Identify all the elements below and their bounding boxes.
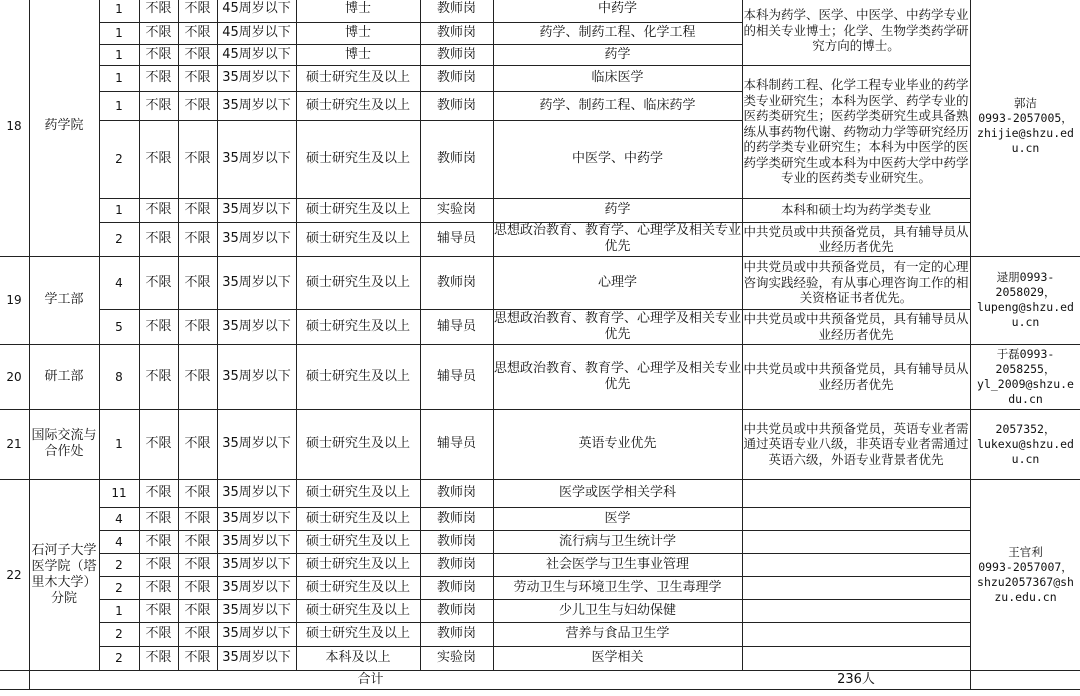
position-post: 辅导员: [436, 231, 476, 246]
grid-line: [178, 0, 179, 671]
grid-line: [99, 530, 743, 531]
position-count: 2: [115, 580, 123, 595]
position-p1: 不限: [145, 626, 172, 641]
position-post: 教师岗: [436, 510, 476, 526]
position-count: 1: [115, 98, 123, 113]
position-p1: 不限: [145, 485, 172, 500]
position-major: 劳动卫生与环境卫生学、卫生毒理学: [513, 579, 722, 595]
position-major: 临床医学: [591, 70, 644, 85]
position-post: 教师岗: [436, 46, 476, 62]
contact-info: 郭洁 0993-2057005， zhijie@shzu.ed u.cn: [977, 96, 1074, 155]
position-edu: 硕士研究生及以上: [305, 151, 410, 166]
requirement-note: 中共党员或中共预备党员，具有辅导员从业经历者优先: [743, 311, 969, 342]
position-p1: 不限: [145, 1, 172, 16]
requirement-note: 本科为药学、医学、中医学、中药学专业的相关专业博士；化学、生物学类药学研究方向的博士。: [743, 7, 969, 54]
section-number: 20: [6, 369, 22, 384]
grid-line: [742, 576, 971, 577]
position-p1: 不限: [145, 556, 172, 572]
position-p1: 不限: [145, 151, 172, 166]
total-label: 合计: [357, 671, 384, 687]
position-age: 35周岁以下: [222, 151, 291, 166]
position-count: 1: [115, 603, 123, 618]
position-edu: 硕士研究生及以上: [305, 533, 410, 549]
position-count: 8: [115, 369, 123, 384]
grid-line: [99, 22, 743, 23]
grid-line: [0, 670, 1080, 671]
grid-line: [139, 0, 140, 671]
position-post: 辅导员: [436, 318, 476, 334]
position-age: 35周岁以下: [222, 231, 291, 246]
position-p2: 不限: [184, 579, 211, 595]
position-count: 1: [115, 47, 123, 62]
position-age: 35周岁以下: [222, 436, 291, 451]
grid-line: [99, 553, 743, 554]
empty-note-cell: [742, 479, 970, 507]
position-p2: 不限: [184, 626, 211, 641]
position-age: 45周岁以下: [222, 1, 291, 16]
grid-line: [0, 409, 1080, 410]
grid-line: [0, 344, 1080, 345]
position-major: 药学: [604, 46, 631, 62]
position-p1: 不限: [145, 510, 172, 526]
grid-line: [99, 576, 743, 577]
position-p1: 不限: [145, 579, 172, 595]
position-edu: 硕士研究生及以上: [305, 70, 410, 85]
grid-line: [217, 0, 218, 671]
position-count: 2: [115, 152, 123, 166]
grid-line: [29, 0, 30, 690]
position-p2: 不限: [184, 1, 211, 16]
grid-line: [99, 599, 743, 600]
requirement-note: 本科和硕士均为药学类专业: [780, 202, 931, 218]
position-count: 4: [115, 534, 123, 549]
section-number: 22: [6, 567, 22, 582]
department-name: 石河子大学医学院（塔里木大学）分院: [31, 542, 97, 606]
department-name: 药学院: [44, 118, 84, 133]
requirement-note: 中共党员或中共预备党员，具有辅导员从业经历者优先: [743, 223, 969, 254]
grid-line: [99, 507, 743, 508]
position-major: 营养与食品卫生学: [565, 626, 670, 641]
position-post: 教师岗: [436, 97, 476, 113]
position-p2: 不限: [184, 202, 211, 217]
position-p1: 不限: [145, 436, 172, 451]
grid-line: [742, 65, 971, 66]
position-age: 35周岁以下: [222, 97, 291, 113]
contact-info: 于磊0993- 2058255， yl_2009@shzu.e du.cn: [977, 346, 1074, 406]
position-post: 辅导员: [436, 436, 476, 451]
position-count: 2: [115, 651, 123, 665]
empty-note-cell: [742, 530, 970, 553]
position-major: 英语专业优先: [578, 436, 657, 451]
position-p2: 不限: [184, 46, 211, 62]
grid-line: [493, 0, 494, 671]
grid-line: [742, 530, 971, 531]
position-edu: 博士: [344, 25, 371, 40]
position-p2: 不限: [184, 533, 211, 549]
position-p2: 不限: [184, 318, 211, 334]
empty-note-cell: [742, 599, 970, 622]
position-p1: 不限: [145, 368, 172, 384]
position-age: 35周岁以下: [222, 318, 291, 334]
position-p1: 不限: [145, 318, 172, 334]
position-major: 医学或医学相关学科: [558, 485, 676, 500]
position-age: 35周岁以下: [222, 650, 291, 665]
total-value: 236人: [837, 671, 875, 687]
grid-line: [0, 689, 1080, 690]
position-edu: 硕士研究生及以上: [305, 368, 410, 384]
position-p2: 不限: [184, 510, 211, 526]
position-age: 45周岁以下: [222, 46, 291, 62]
position-post: 教师岗: [436, 485, 476, 500]
grid-line: [99, 91, 743, 92]
position-p2: 不限: [184, 650, 211, 665]
position-age: 35周岁以下: [222, 202, 291, 217]
empty-note-cell: [742, 622, 970, 646]
empty-note-cell: [742, 576, 970, 599]
grid-line: [99, 198, 743, 199]
position-post: 教师岗: [436, 626, 476, 641]
position-p1: 不限: [145, 25, 172, 40]
position-p1: 不限: [145, 202, 172, 217]
grid-line: [742, 646, 971, 647]
grid-line: [99, 120, 743, 121]
empty-note-cell: [742, 507, 970, 530]
requirement-note: 中共党员或中共预备党员，具有辅导员从业经历者优先: [743, 361, 969, 392]
grid-line: [742, 222, 971, 223]
position-edu: 硕士研究生及以上: [305, 626, 410, 641]
position-p2: 不限: [184, 151, 211, 166]
position-p2: 不限: [184, 25, 211, 40]
position-post: 教师岗: [436, 274, 476, 290]
position-post: 辅导员: [436, 368, 476, 384]
requirement-note: 中共党员或中共预备党员，有一定的心理咨询实践经验，有从事心理咨询工作的相关资格证书者优先。: [743, 259, 969, 306]
position-count: 2: [115, 627, 123, 641]
position-post: 实验岗: [436, 650, 476, 665]
position-p2: 不限: [184, 97, 211, 113]
position-post: 教师岗: [436, 1, 476, 16]
department-name: 学工部: [44, 292, 84, 307]
section-number: 18: [6, 119, 22, 133]
position-major: 中医学、中药学: [571, 151, 663, 166]
position-p1: 不限: [145, 70, 172, 85]
position-p1: 不限: [145, 650, 172, 665]
position-edu: 硕士研究生及以上: [305, 602, 410, 618]
position-age: 35周岁以下: [222, 626, 291, 641]
grid-line: [742, 553, 971, 554]
position-post: 教师岗: [436, 533, 476, 549]
grid-line: [0, 479, 1080, 480]
position-major: 心理学: [597, 274, 637, 290]
contact-info: 逯朋0993- 2058029， lupeng@shzu.ed u.cn: [977, 270, 1074, 329]
position-count: 11: [111, 486, 127, 500]
position-post: 教师岗: [436, 602, 476, 618]
position-post: 教师岗: [436, 556, 476, 572]
position-age: 35周岁以下: [222, 602, 291, 618]
position-major: 思想政治教育、教育学、心理学及相关专业优先: [494, 310, 742, 342]
position-edu: 硕士研究生及以上: [305, 231, 410, 246]
position-p2: 不限: [184, 436, 211, 451]
position-count: 4: [115, 511, 123, 526]
position-post: 教师岗: [436, 579, 476, 595]
contact-info: 2057352， lukexu@shzu.ed u.cn: [977, 421, 1074, 466]
grid-line: [742, 0, 743, 671]
grid-line: [99, 622, 743, 623]
position-age: 35周岁以下: [222, 70, 291, 85]
position-age: 35周岁以下: [222, 510, 291, 526]
position-count: 1: [115, 26, 123, 40]
grid-line: [742, 309, 971, 310]
grid-line: [99, 309, 743, 310]
position-post: 教师岗: [436, 151, 476, 166]
position-p1: 不限: [145, 602, 172, 618]
position-p1: 不限: [145, 533, 172, 549]
position-p1: 不限: [145, 97, 172, 113]
position-p2: 不限: [184, 368, 211, 384]
position-age: 35周岁以下: [222, 274, 291, 290]
position-major: 医学: [604, 510, 631, 526]
position-age: 45周岁以下: [222, 25, 291, 40]
position-edu: 硕士研究生及以上: [305, 579, 410, 595]
position-age: 35周岁以下: [222, 368, 291, 384]
position-major: 药学、制药工程、化学工程: [539, 25, 696, 40]
position-age: 35周岁以下: [222, 579, 291, 595]
position-age: 35周岁以下: [222, 485, 291, 500]
position-major: 思想政治教育、教育学、心理学及相关专业优先: [494, 360, 742, 392]
position-post: 教师岗: [436, 25, 476, 40]
position-p2: 不限: [184, 274, 211, 290]
grid-line: [970, 0, 971, 690]
position-p2: 不限: [184, 70, 211, 85]
position-count: 2: [115, 232, 123, 246]
grid-line: [742, 198, 971, 199]
department-name: 研工部: [44, 368, 84, 384]
position-count: 5: [115, 319, 123, 334]
section-number: 21: [6, 437, 22, 451]
department-name: 国际交流与合作处: [31, 428, 97, 459]
requirement-note: 本科制药工程、化学工程专业毕业的药学类专业研究生；本科为医学、药学专业的医药类研究生；医药学类研究生或具备熟练从事药物代谢、药物动力学等研究经历的药学类专业研究生；本科为中医学的医药学类研究生或本科为中医药大学中药学专业的医药类专业研究生。: [743, 77, 969, 186]
position-p2: 不限: [184, 602, 211, 618]
position-age: 35周岁以下: [222, 556, 291, 572]
position-edu: 硕士研究生及以上: [305, 485, 410, 500]
grid-line: [99, 65, 743, 66]
position-edu: 硕士研究生及以上: [305, 202, 410, 217]
position-edu: 硕士研究生及以上: [305, 510, 410, 526]
grid-line: [99, 44, 743, 45]
position-count: 1: [115, 71, 123, 85]
position-post: 教师岗: [436, 70, 476, 85]
grid-line: [99, 222, 743, 223]
empty-note-cell: [742, 553, 970, 576]
grid-line: [296, 0, 297, 671]
position-major: 流行病与卫生统计学: [558, 533, 676, 549]
position-age: 35周岁以下: [222, 533, 291, 549]
position-count: 2: [115, 557, 123, 572]
position-edu: 本科及以上: [325, 650, 391, 665]
position-post: 实验岗: [436, 202, 476, 217]
position-edu: 硕士研究生及以上: [305, 436, 410, 451]
position-p2: 不限: [184, 231, 211, 246]
empty-note-cell: [742, 646, 970, 670]
position-count: 1: [115, 437, 123, 451]
position-edu: 硕士研究生及以上: [305, 556, 410, 572]
position-major: 思想政治教育、教育学、心理学及相关专业优先: [494, 223, 742, 254]
position-major: 社会医学与卫生事业管理: [545, 556, 689, 572]
grid-line: [99, 646, 743, 647]
position-major: 药学: [604, 202, 631, 217]
grid-line: [742, 507, 971, 508]
section-number: 19: [6, 293, 22, 307]
grid-line: [0, 256, 1080, 257]
requirement-note: 中共党员或中共预备党员，英语专业者需通过英语专业八级，非英语专业者需通过英语六级，外语专业背景者优先: [743, 420, 969, 467]
grid-line: [742, 599, 971, 600]
position-major: 药学、制药工程、临床药学: [539, 97, 696, 113]
position-major: 少儿卫生与妇幼保健: [558, 602, 676, 618]
position-count: 4: [115, 275, 123, 290]
position-p1: 不限: [145, 46, 172, 62]
position-count: 1: [115, 2, 123, 16]
position-p2: 不限: [184, 556, 211, 572]
position-p2: 不限: [184, 485, 211, 500]
grid-line: [99, 0, 100, 671]
position-major: 中药学: [597, 1, 637, 16]
position-p1: 不限: [145, 274, 172, 290]
grid-line: [742, 622, 971, 623]
position-edu: 硕士研究生及以上: [305, 97, 410, 113]
position-p1: 不限: [145, 231, 172, 246]
position-edu: 硕士研究生及以上: [305, 318, 410, 334]
position-edu: 博士: [344, 1, 371, 16]
contact-info: 王官利 0993-2057007， shzu2057367@sh zu.edu.cn: [977, 544, 1074, 604]
position-major: 医学相关: [591, 650, 644, 665]
position-count: 1: [115, 203, 123, 217]
grid-line: [420, 0, 421, 671]
position-edu: 博士: [344, 46, 371, 62]
position-edu: 硕士研究生及以上: [305, 274, 410, 290]
